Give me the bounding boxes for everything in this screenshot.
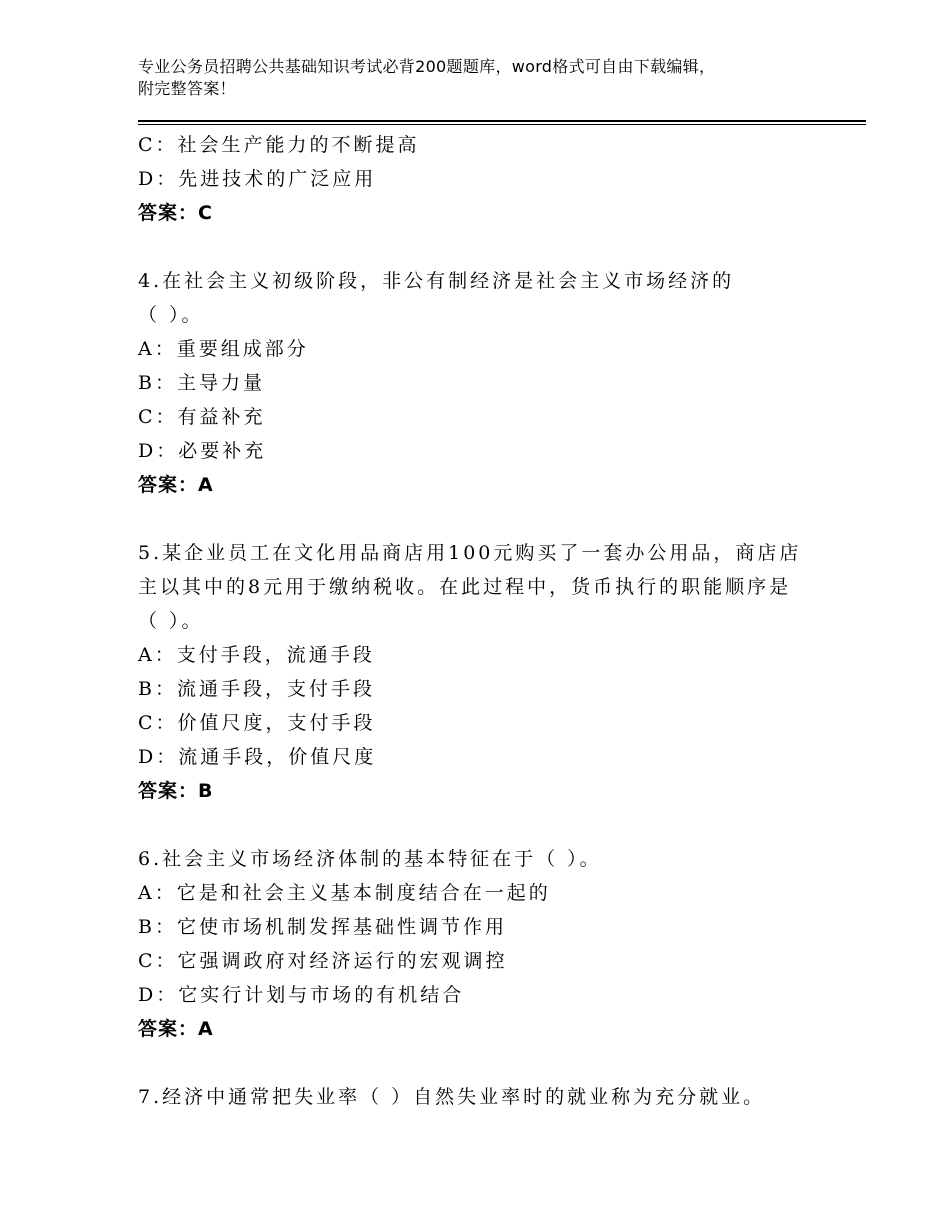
question-option: C：价值尺度，支付手段: [138, 712, 376, 734]
question-answer: 答案：B: [138, 780, 214, 802]
header-line-2: 附完整答案！: [138, 79, 236, 98]
question-option: D：必要补充: [138, 440, 267, 462]
question-stem: 7.经济中通常把失业率（ ）自然失业率时的就业称为充分就业。: [138, 1086, 766, 1108]
question-spacer: [138, 808, 838, 842]
question-stem: （ ）。: [138, 304, 204, 326]
question-option: D：流通手段，价值尺度: [138, 746, 377, 768]
question-list: [138, 128, 838, 1114]
question-option: B：流通手段，支付手段: [138, 678, 375, 700]
question-option: D：它实行计划与市场的有机结合: [138, 984, 465, 1006]
question-option: A：支付手段，流通手段: [138, 644, 375, 666]
question-4: [138, 264, 838, 502]
question-answer: 答案：A: [138, 474, 214, 496]
question-option: C：社会生产能力的不断提高: [138, 134, 420, 156]
header-line-1: 专业公务员招聘公共基础知识考试必背200题题库，word格式可自由下载编辑，: [138, 57, 716, 76]
question-3-tail: [138, 128, 838, 230]
question-stem: 4.在社会主义初级阶段，非公有制经济是社会主义市场经济的: [138, 270, 735, 292]
question-answer: 答案：A: [138, 1018, 214, 1040]
question-spacer: [138, 1046, 838, 1080]
question-option: D：先进技术的广泛应用: [138, 168, 377, 190]
question-6: [138, 842, 838, 1046]
header-divider: [138, 120, 866, 125]
question-answer: 答案：C: [138, 202, 213, 224]
question-stem: 6.社会主义市场经济体制的基本特征在于（ ）。: [138, 848, 602, 870]
question-stem: （ ）。: [138, 610, 204, 632]
question-option: C：它强调政府对经济运行的宏观调控: [138, 950, 508, 972]
question-option: C：有益补充: [138, 406, 266, 428]
question-7: [138, 1080, 838, 1114]
page-header: [138, 56, 838, 100]
question-spacer: [138, 230, 838, 264]
question-5: [138, 536, 838, 808]
question-option: A：重要组成部分: [138, 338, 309, 360]
question-spacer: [138, 502, 838, 536]
question-stem: 5.某企业员工在文化用品商店用100元购买了一套办公用品，商店店: [138, 542, 802, 564]
question-option: B：它使市场机制发挥基础性调节作用: [138, 916, 507, 938]
question-stem: 主以其中的8元用于缴纳税收。在此过程中，货币执行的职能顺序是: [138, 576, 792, 598]
question-option: B：主导力量: [138, 372, 265, 394]
question-option: A：它是和社会主义基本制度结合在一起的: [138, 882, 551, 904]
